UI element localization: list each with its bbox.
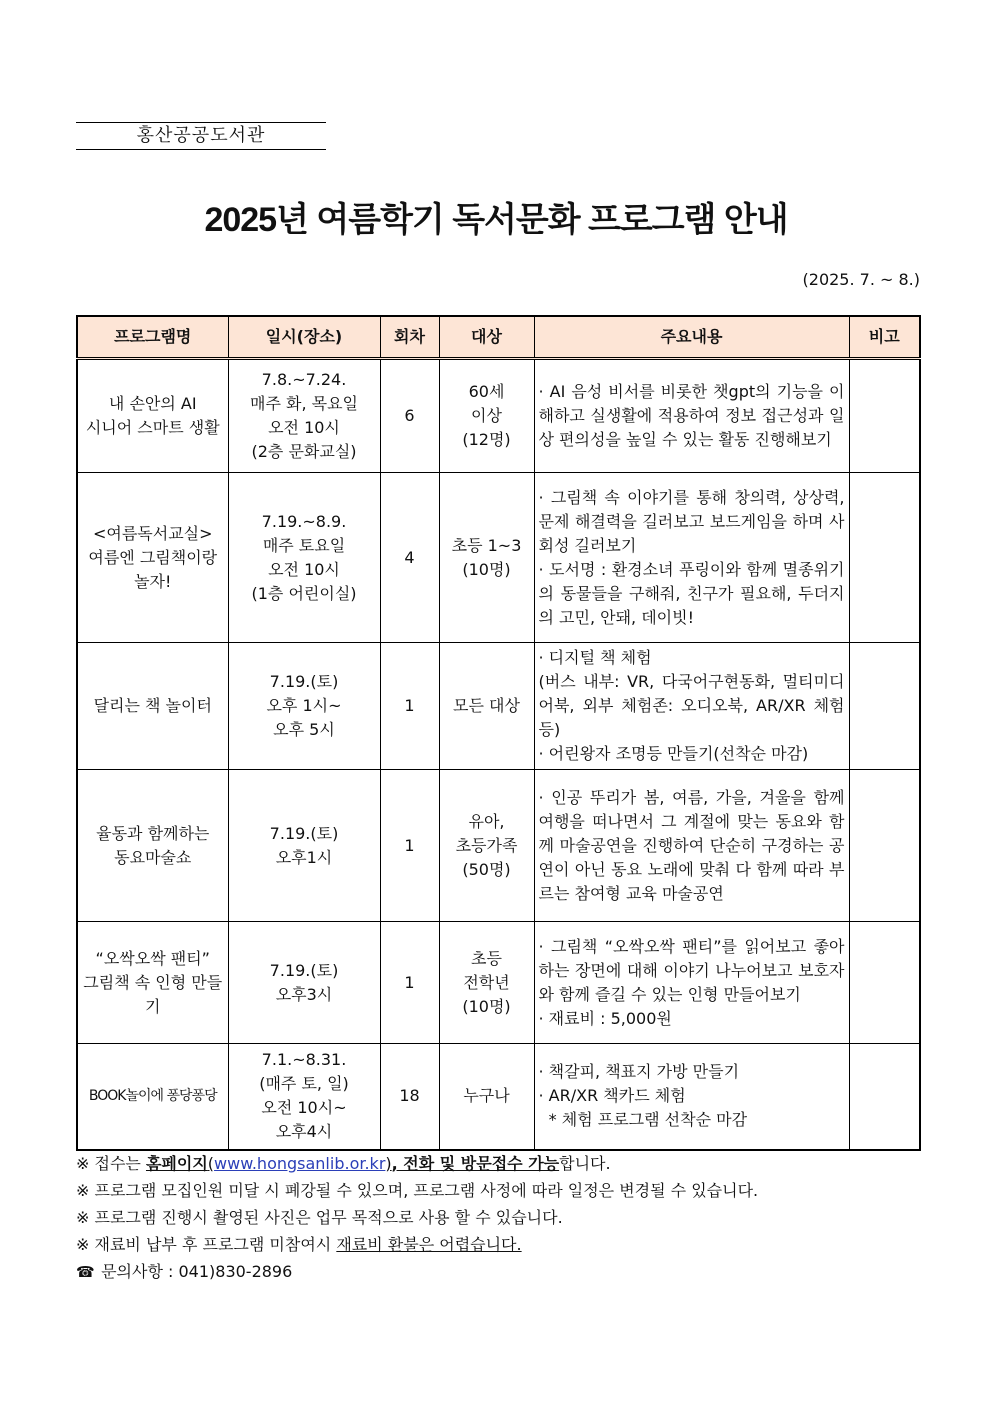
sessions-cell: 6 bbox=[380, 359, 439, 473]
homepage-link[interactable]: www.hongsanlib.or.kr bbox=[214, 1154, 386, 1173]
program-name-cell: 율동과 함께하는 동요마술쇼 bbox=[77, 770, 228, 922]
table-row bbox=[77, 1044, 920, 1150]
program-name-cell: BOOK놀이에 퐁당퐁당 bbox=[77, 1044, 228, 1150]
contact-info bbox=[76, 1258, 936, 1286]
table-row bbox=[77, 643, 920, 770]
reference-mark-icon: ※ bbox=[76, 1154, 90, 1173]
sessions-cell: 4 bbox=[380, 473, 439, 643]
column-header-note: 비고 bbox=[849, 316, 920, 359]
sessions-cell: 1 bbox=[380, 922, 439, 1044]
schedule-cell: 7.19.~8.9. 매주 토요일 오전 10시 (1층 어린이실) bbox=[228, 473, 380, 643]
schedule-cell: 7.8.~7.24. 매주 화, 목요일 오전 10시 (2층 문화교실) bbox=[228, 359, 380, 473]
note-refund: ※ 재료비 납부 후 프로그램 미참여시 재료비 환불은 어렵습니다. bbox=[76, 1235, 522, 1254]
note-cell bbox=[849, 922, 920, 1044]
column-header-content: 주요내용 bbox=[534, 316, 849, 359]
table-header-row bbox=[77, 316, 920, 359]
schedule-cell: 7.19.(토) 오후3시 bbox=[228, 922, 380, 1044]
column-header-sessions: 회차 bbox=[380, 316, 439, 359]
target-cell: 모든 대상 bbox=[439, 643, 534, 770]
target-cell: 유아, 초등가족 (50명) bbox=[439, 770, 534, 922]
column-header-schedule: 일시(장소) bbox=[228, 316, 380, 359]
contact-phone: 문의사항 : 041)830-2896 bbox=[101, 1262, 293, 1281]
note-cancellation: ※ 프로그램 모집인원 미달 시 폐강될 수 있으며, 프로그램 사정에 따라 일정은 변경될 수 있습니다. bbox=[76, 1181, 759, 1200]
note-photos: ※ 프로그램 진행시 촬영된 사진은 업무 목적으로 사용 할 수 있습니다. bbox=[76, 1208, 563, 1227]
target-cell: 초등 전학년 (10명) bbox=[439, 922, 534, 1044]
note-cell bbox=[849, 1044, 920, 1150]
table-row bbox=[77, 473, 920, 643]
reference-mark-icon: ※ bbox=[76, 1208, 90, 1227]
content-cell: · 그림책 속 이야기를 통해 창의력, 상상력, 문제 해결력을 길러보고 보드게임을 하며 사회성 길러보기 · 도서명 : 환경소녀 푸링이와 함께 멸종위기의 동물들을 구해줘, 친구가 필요해, 두더지의 고민, 안돼, 데이빗! bbox=[534, 473, 849, 643]
column-header-program-name: 프로그램명 bbox=[77, 316, 228, 359]
homepage-label: 홈페이지 bbox=[145, 1154, 208, 1173]
program-name-cell: <여름독서교실> 여름엔 그림책이랑 놀자! bbox=[77, 473, 228, 643]
schedule-cell: 7.19.(토) 오후 1시~ 오후 5시 bbox=[228, 643, 380, 770]
sessions-cell: 18 bbox=[380, 1044, 439, 1150]
target-cell: 60세 이상 (12명) bbox=[439, 359, 534, 473]
program-name-cell: “오싹오싹 팬티” 그림책 속 인형 만들기 bbox=[77, 922, 228, 1044]
reference-mark-icon: ※ bbox=[76, 1181, 90, 1200]
program-name-cell: 내 손안의 AI 시니어 스마트 생활 bbox=[77, 359, 228, 473]
schedule-cell: 7.1.~8.31. (매주 토, 일) 오전 10시~ 오후4시 bbox=[228, 1044, 380, 1150]
content-cell: · AI 음성 비서를 비롯한 챗gpt의 기능을 이해하고 실생활에 적용하여 정보 접근성과 일상 편의성을 높일 수 있는 활동 진행해보기 bbox=[534, 359, 849, 473]
program-name-cell: 달리는 책 놀이터 bbox=[77, 643, 228, 770]
page-title: 2025년 여름학기 독서문화 프로그램 안내 bbox=[204, 201, 788, 239]
note-cell bbox=[849, 359, 920, 473]
column-header-target: 대상 bbox=[439, 316, 534, 359]
reference-mark-icon: ※ bbox=[76, 1235, 90, 1254]
note-registration: ※ 접수는 홈페이지(www.hongsanlib.or.kr), 전화 및 방문접수 가능합니다. bbox=[76, 1154, 611, 1173]
content-cell: · 그림책 “오싹오싹 팬티”를 읽어보고 좋아하는 장면에 대해 이야기 나누어보고 보호자와 함께 즐길 수 있는 인형 만들어보기 · 재료비 : 5,000원 bbox=[534, 922, 849, 1044]
note-cell bbox=[849, 770, 920, 922]
target-cell: 초등 1~3 (10명) bbox=[439, 473, 534, 643]
notes-section bbox=[76, 1150, 936, 1286]
organization-name: 홍산공공도서관 bbox=[76, 122, 326, 150]
program-table bbox=[76, 315, 921, 1151]
content-cell: · 디지털 책 체험 (버스 내부: VR, 다국어구현동화, 멀티미디어북, 외부 체험존: 오디오북, AR/XR 체험 등) · 어린왕자 조명등 만들기(선착순 마감) bbox=[534, 643, 849, 770]
sessions-cell: 1 bbox=[380, 770, 439, 922]
program-period: (2025. 7. ~ 8.) bbox=[802, 270, 920, 289]
phone-icon: ☎ bbox=[76, 1263, 95, 1281]
target-cell: 누구나 bbox=[439, 1044, 534, 1150]
content-cell: · 책갈피, 책표지 가방 만들기 · AR/XR 책카드 체험 * 체험 프로그램 선착순 마감 bbox=[534, 1044, 849, 1150]
sessions-cell: 1 bbox=[380, 643, 439, 770]
table-row bbox=[77, 359, 920, 473]
table-row bbox=[77, 922, 920, 1044]
note-cell bbox=[849, 473, 920, 643]
content-cell: · 인공 뚜리가 봄, 여름, 가을, 겨울을 함께 여행을 떠나면서 그 계절에 맞는 동요와 함께 마술공연을 진행하여 단순히 구경하는 공연이 아닌 동요 노래에 맞춰 다 함께 따라 부르는 참여형 교육 마술공연 bbox=[534, 770, 849, 922]
table-row bbox=[77, 770, 920, 922]
schedule-cell: 7.19.(토) 오후1시 bbox=[228, 770, 380, 922]
note-cell bbox=[849, 643, 920, 770]
